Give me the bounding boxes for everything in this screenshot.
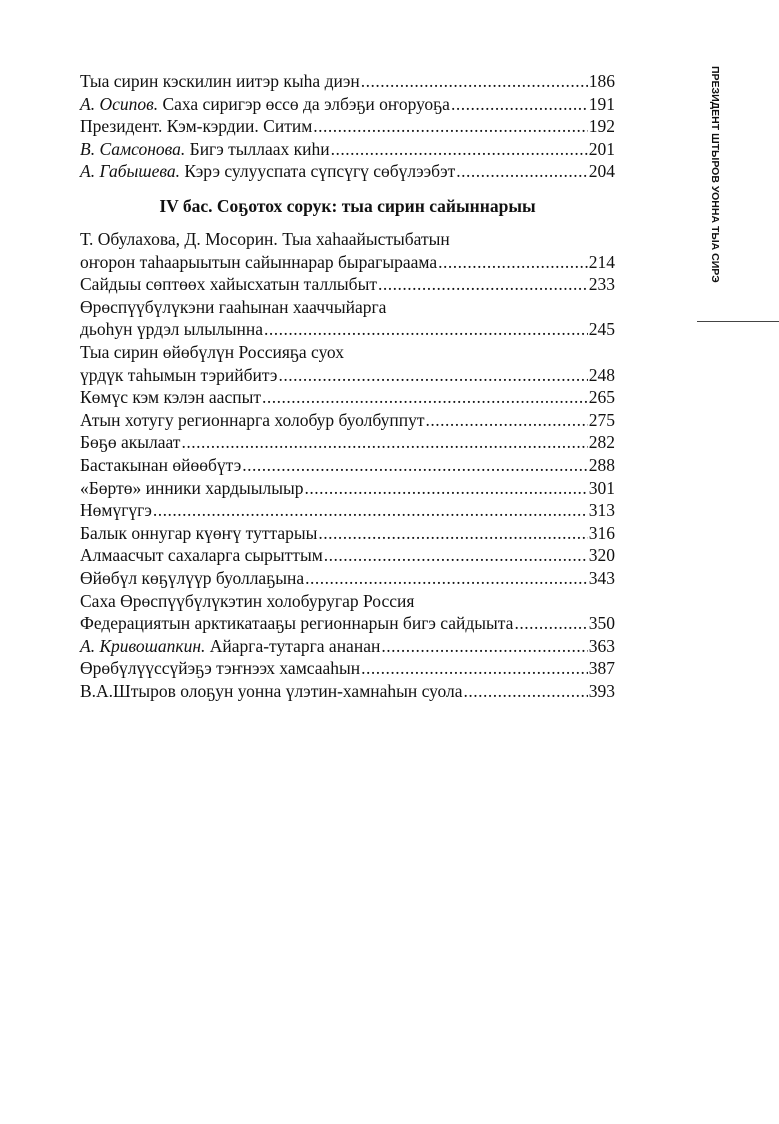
toc-entry-title: оҥорон таhаарыытын сайыннарар бырагыраама [80, 251, 438, 272]
toc-entry-page: 265 [588, 387, 615, 408]
toc-entry-first-line: Тыа сирин өйөбүлүн Россияҕа суох [80, 341, 344, 362]
toc-entry [80, 454, 615, 477]
toc-entry-title: Бигэ тыллаах киhи [189, 138, 330, 159]
toc-entry [80, 522, 615, 545]
toc-entry-title: Айарга-тутарга ананан [209, 635, 381, 656]
toc-entry [80, 115, 615, 138]
toc-entry-title: Нөмүгүгэ [80, 500, 152, 521]
toc-entry-author: А. Габышева. [80, 161, 180, 182]
toc-entry [80, 160, 615, 183]
toc-entry-page: 343 [588, 567, 615, 588]
toc-entry [80, 544, 615, 567]
toc-entry-title: Атын хотугу регионнарга холобур буолбуппут [80, 409, 425, 430]
toc-entry [80, 567, 615, 590]
toc-entry-title: Саха сиригэр өссө да элбэҕи оҥоруоҕа [162, 93, 450, 114]
toc-entry [80, 499, 615, 522]
toc-entry-title: В.А.Штыров олоҕун уонна үлэтин-хамнаhын суола [80, 680, 463, 701]
toc-entry-page: 245 [588, 319, 615, 340]
toc-entry-title: Балык оннугар күөҥү туттарыы [80, 522, 318, 543]
leader-dots [305, 477, 588, 500]
toc-entry [80, 386, 615, 409]
leader-dots [313, 115, 587, 138]
toc-entry-first-line: Өрөспүүбүлүкэни гааhынан хааччыйарга [80, 296, 387, 317]
running-head-vertical: ПРЕЗИДЕНТ ШТЫРОВ УОННА ТЫА СИРЭ [709, 66, 721, 283]
leader-dots [451, 93, 588, 116]
toc-entry-page: 233 [588, 274, 615, 295]
toc-entry-title: Бастакынан өйөөбүтэ [80, 454, 242, 475]
toc-entry-title: Президент. Кэм-кэрдии. Ситим [80, 116, 313, 137]
side-rule-divider [697, 321, 779, 322]
toc-entry [80, 70, 615, 93]
toc-entry [80, 680, 615, 703]
toc-entry-page: 301 [588, 477, 615, 498]
toc-entry-title: Өйөбүл көҕүлүүр буоллаҕына [80, 567, 305, 588]
leader-dots [381, 635, 587, 658]
toc-entry-author: А. Осипов. [80, 93, 159, 114]
leader-dots [153, 499, 588, 522]
toc-entry-author: В. Самсонова. [80, 138, 186, 159]
toc-entry-page: 204 [588, 161, 615, 182]
leader-dots [305, 567, 588, 590]
toc-entry-page: 186 [588, 71, 615, 91]
toc-entry-page: 201 [588, 138, 615, 159]
toc-entry-title: дьоhун үрдэл ылылынна [80, 319, 264, 340]
toc-entry-page: 363 [588, 635, 615, 656]
toc-entry-page: 320 [588, 545, 615, 566]
toc-entry-page: 393 [588, 680, 615, 701]
toc-entry-title: Көмүс кэм кэлэн ааспыт [80, 387, 261, 408]
toc-entry [80, 635, 615, 658]
leader-dots [378, 273, 588, 296]
toc-entry-title: Алмаасчыт сахаларга сырыттым [80, 545, 323, 566]
leader-dots [278, 364, 587, 387]
toc-entry-title: Федерациятын арктикатааҕы регионнарын бигэ сайдыыта [80, 613, 514, 634]
toc-entry [80, 409, 615, 432]
toc-entry-title: Сайдыы сөптөөх хайысхатын таллыбыт [80, 274, 377, 295]
toc-entry-title: Бөҕө акылаат [80, 432, 181, 453]
leader-dots [361, 657, 588, 680]
toc-entry [80, 431, 615, 454]
toc-entry-title: Тыа сирин кэскилин иитэр кыhа диэн [80, 71, 360, 91]
leader-dots [324, 544, 588, 567]
leader-dots [242, 454, 588, 477]
toc-entry [80, 318, 615, 341]
toc-entry [80, 138, 615, 161]
leader-dots [438, 251, 588, 274]
toc-entry-page: 282 [588, 432, 615, 453]
toc-entry-author: А. Кривошапкин. [80, 635, 206, 656]
toc-entry-first-line [80, 228, 615, 251]
toc-entry-title: Кэрэ сулууспата сүпсүгү сөбүлээбэт [184, 161, 456, 182]
toc-entry-first-line: Саха Өрөспүүбүлүкэтин холобуругар Россия [80, 590, 415, 611]
leader-dots [514, 612, 587, 635]
toc-entry-page: 288 [588, 454, 615, 475]
toc-entry-page: 248 [588, 364, 615, 385]
leader-dots [264, 318, 588, 341]
toc-entry [80, 612, 615, 635]
leader-dots [361, 70, 588, 93]
toc-entry-page: 192 [588, 116, 615, 137]
toc-top-block [80, 70, 615, 183]
toc-entry-author: Т. Обулахова, Д. Мосорин. [80, 229, 278, 249]
toc-entry [80, 477, 615, 500]
toc-entry [80, 657, 615, 680]
leader-dots [262, 386, 588, 409]
toc-entry [80, 273, 615, 296]
leader-dots [464, 680, 588, 703]
leader-dots [181, 431, 587, 454]
toc-bottom-block [80, 228, 615, 702]
toc-entry [80, 364, 615, 387]
leader-dots [456, 160, 588, 183]
toc-entry-page: 387 [588, 658, 615, 679]
toc-entry-title: Өрөбүлүүссүйэҕэ тэҥнээх хамсааhын [80, 658, 361, 679]
toc-entry-page: 313 [588, 500, 615, 521]
toc-entry-title: үрдүк таhымын тэрийбитэ [80, 364, 278, 385]
leader-dots [425, 409, 587, 432]
leader-dots [318, 522, 587, 545]
toc-entry-page: 191 [588, 93, 615, 114]
toc-entry-title: «Бөртө» инники хардыылыыр [80, 477, 304, 498]
toc-entry-page: 316 [588, 522, 615, 543]
toc-entry-page: 214 [588, 251, 615, 272]
leader-dots [331, 138, 588, 161]
toc-entry-page: 275 [588, 409, 615, 430]
toc-entry [80, 251, 615, 274]
section-title: IV бас. Соҕотох сорук: тыа сирин сайыннарыы [159, 196, 536, 216]
toc-entry-title-line1: Тыа хаhаайыстыбатын [282, 229, 450, 249]
toc-entry [80, 93, 615, 116]
toc-entry-page: 350 [588, 613, 615, 634]
